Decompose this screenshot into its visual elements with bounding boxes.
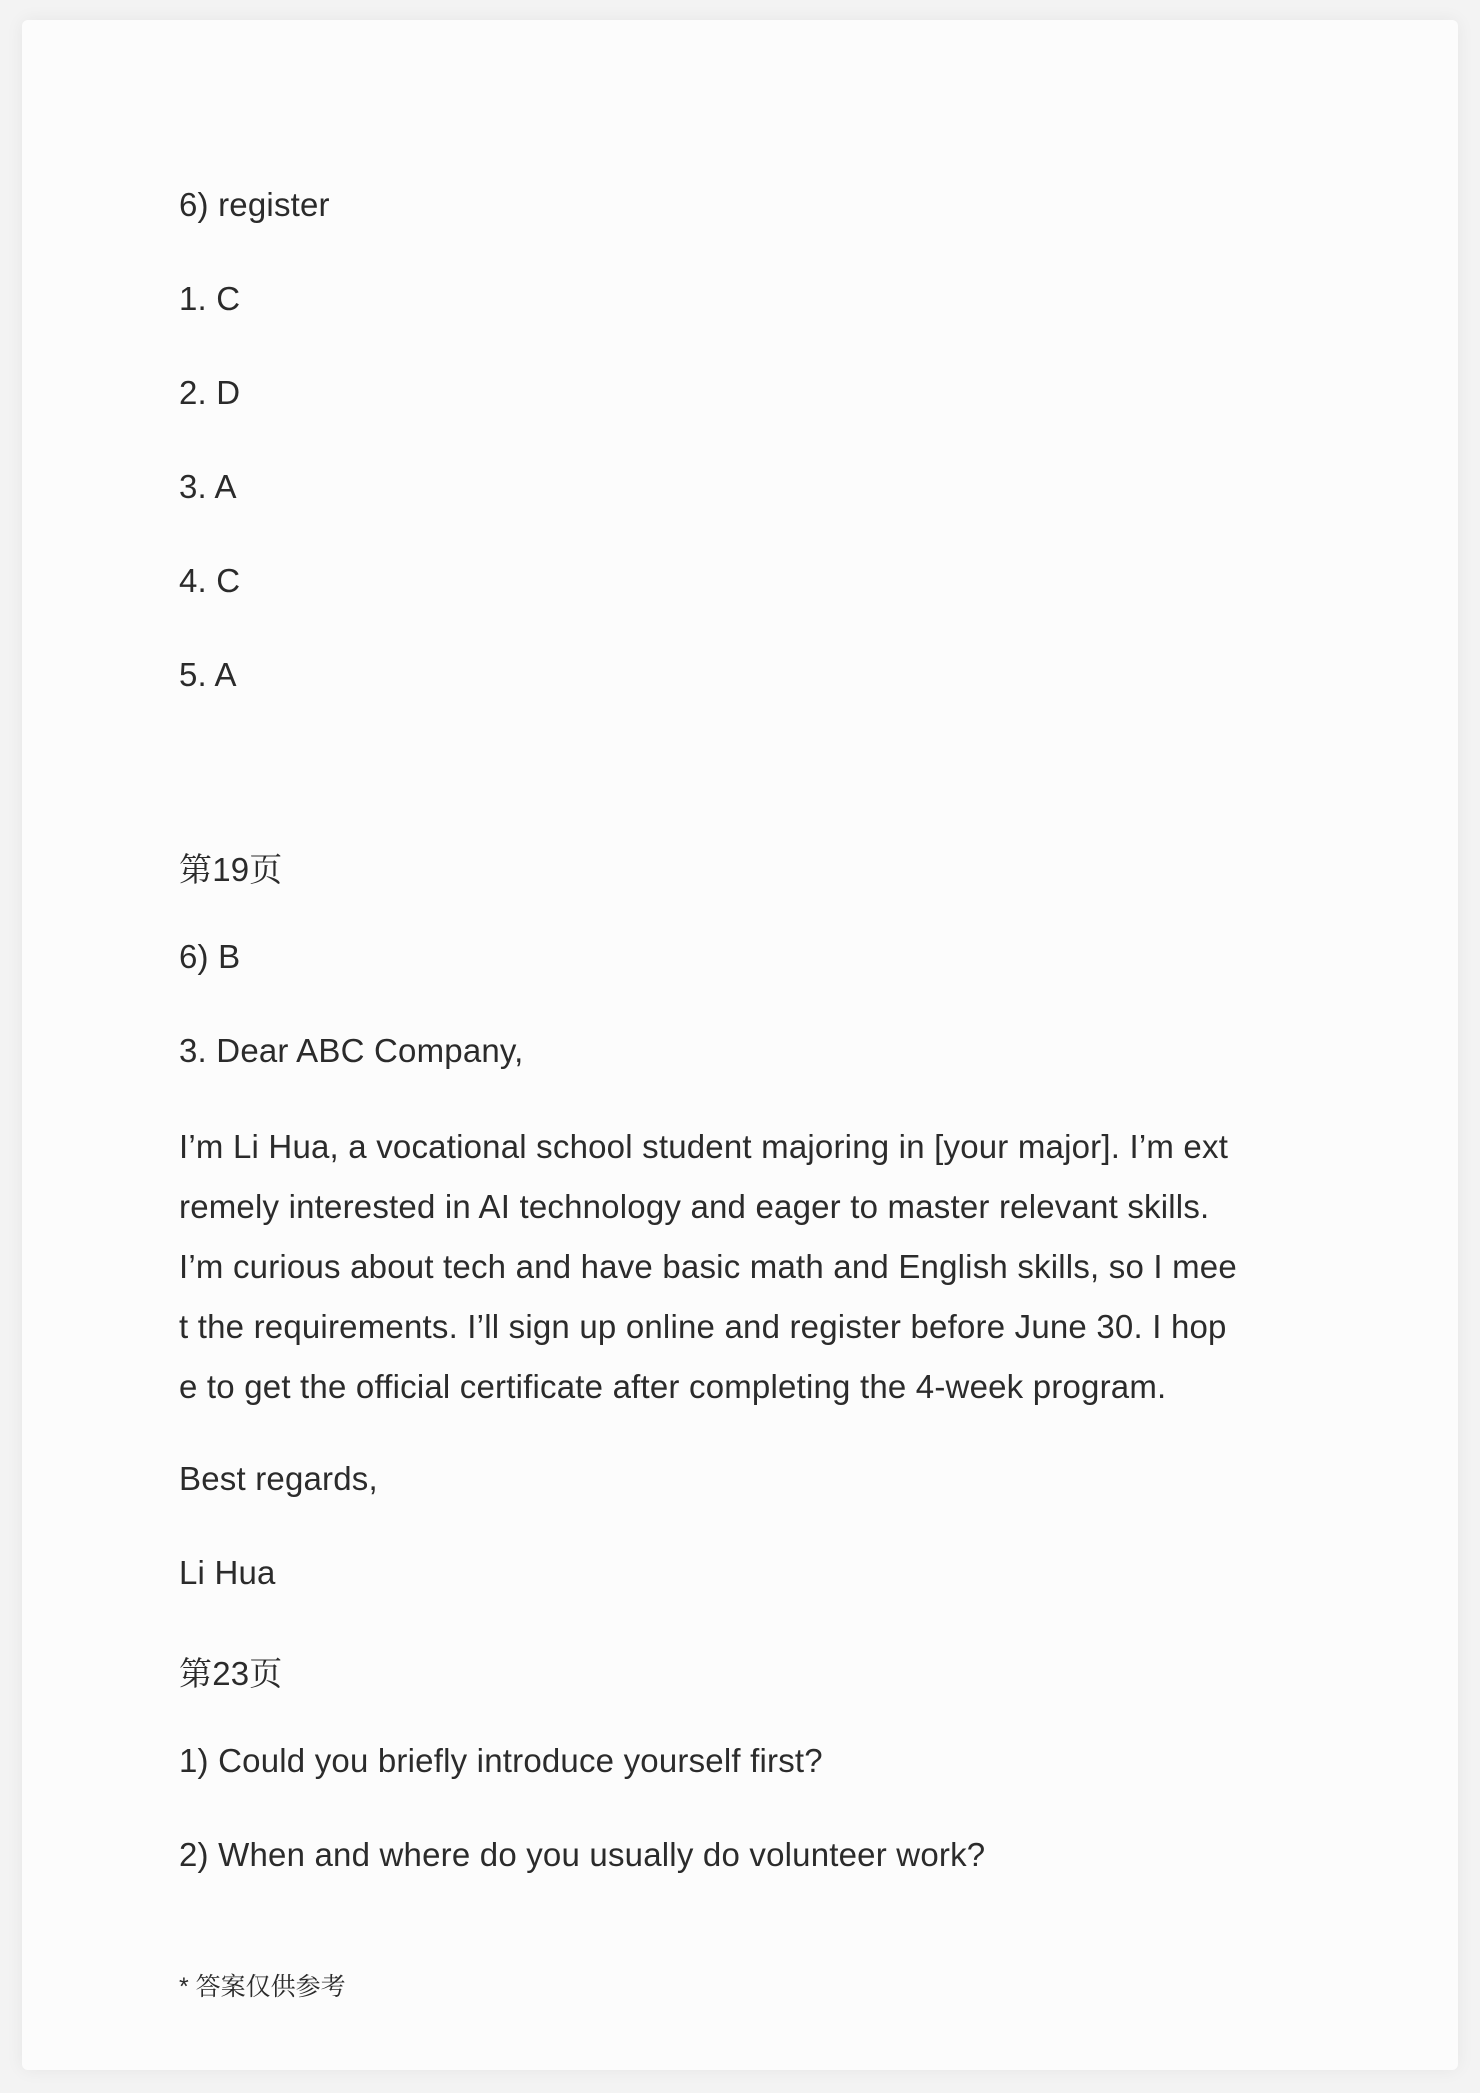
- letter-body-line: t the requirements. I’ll sign up online and register before June 30. I hop: [179, 1308, 1227, 1345]
- letter-signature: Li Hua: [179, 1554, 276, 1591]
- footnote: * 答案仅供参考: [179, 1973, 346, 2001]
- document-page: [22, 20, 1458, 2070]
- letter-body-line: I’m curious about tech and have basic math and English skills, so I mee: [179, 1248, 1237, 1285]
- answer-line: 5. A: [179, 656, 237, 693]
- answer-line: 4. C: [179, 562, 241, 599]
- answer-line: 1. C: [179, 280, 241, 317]
- letter-body-line: remely interested in AI technology and eager to master relevant skills.: [179, 1188, 1210, 1225]
- answer-line: 3. A: [179, 468, 237, 505]
- answer-line: 2. D: [179, 374, 241, 411]
- question-line: 2) When and where do you usually do volunteer work?: [179, 1836, 986, 1873]
- letter-body-line: e to get the official certificate after completing the 4-week program.: [179, 1368, 1167, 1405]
- letter-closing: Best regards,: [179, 1460, 378, 1497]
- letter-greeting: 3. Dear ABC Company,: [179, 1032, 524, 1069]
- letter-body: [179, 1117, 1309, 1417]
- page-heading-23: 第23页: [179, 1655, 283, 1692]
- answer-line: 6) B: [179, 938, 241, 975]
- answer-line: 6) register: [179, 186, 330, 223]
- page-heading-19: 第19页: [179, 851, 283, 888]
- letter-body-line: I’m Li Hua, a vocational school student majoring in [your major]. I’m ext: [179, 1128, 1229, 1165]
- question-line: 1) Could you briefly introduce yourself first?: [179, 1742, 823, 1779]
